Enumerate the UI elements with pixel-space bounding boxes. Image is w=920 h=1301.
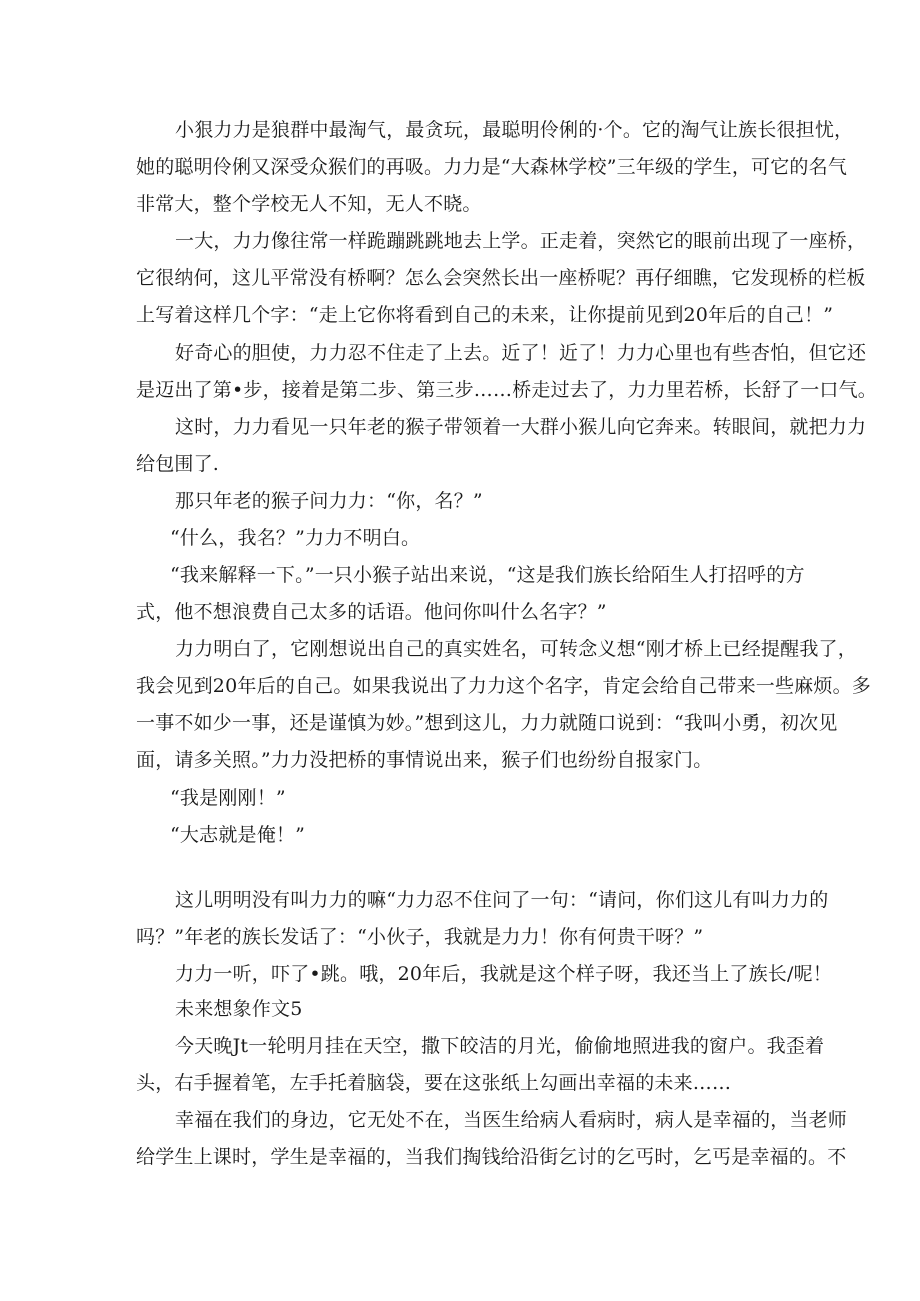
text-line: 给学生上课时，学生是幸福的，当我们掏钱给沿街乞讨的乞丐时，乞丐是幸福的。不 [136, 1146, 847, 1168]
text-line: 上写着这样几个字：“走上它你将看到自己的未来，让你提前见到20年后的自己！” [136, 304, 834, 326]
text-line: 是迈出了第•步，接着是第二步、第三步……桥走过去了，力力里若桥，长舒了一口气。 [136, 379, 878, 401]
text-line: 力力明白了，它刚想说出自己的真实姓名，可转念义想“刚才桥上已经提醒我了， [175, 638, 857, 660]
text-line: 幸福在我们的身边，它无处不在，当医生给病人看病时，病人是幸福的，当老师 [175, 1109, 848, 1131]
text-line: 那只年老的猴子问力力：“你，名？” [175, 490, 483, 512]
text-line: 面，请多关照。”力力没把桥的事情说出来，猴子们也纷纷自报家门。 [136, 749, 713, 771]
text-line: “什么，我名？”力力不明白。 [170, 527, 421, 549]
text-line: 力力一听，吓了•跳。哦，20年后，我就是这个样子呀，我还当上了族长/呢！ [175, 963, 832, 985]
text-line: 式，他不想浪费自己太多的话语。他问你叫什么名字？” [136, 601, 607, 623]
text-line: 小狠力力是狼群中最淘气，最贪玩，最聪明伶俐的·个。它的淘气让族长很担忧， [175, 119, 854, 141]
text-line: “大志就是俺！” [170, 824, 306, 846]
text-line: 非常大，整个学校无人不知，无人不晓。 [136, 193, 482, 215]
text-line: 这儿明明没有叫力力的嘛“力力忍不住问了一句：“请问，你们这儿有叫力力的 [175, 889, 829, 911]
text-line: 它很纳何，这儿平常没有桥啊？怎么会突然长出一座桥呢？再仔细瞧，它发现桥的栏板 [136, 267, 866, 289]
text-line: 给包围了. [136, 453, 220, 475]
text-line: 她的聪明伶俐又深受众猴们的再吸。力力是“大森林学校”三年级的学生，可它的名气 [136, 156, 848, 178]
text-line: 这时，力力看见一只年老的猴子带领着一大群小猴儿向它奔来。转眼间，就把力力 [175, 416, 867, 438]
text-line: 一大，力力像往常一样跪蹦跳跳地去上学。正走着，突然它的眼前出现了一座桥， [175, 230, 867, 252]
text-line: 我会见到20年后的自己。如果我说出了力力这个名字，肯定会给自己带来一些麻烦。多 [136, 675, 871, 697]
text-line: “我是刚刚！” [170, 787, 286, 809]
text-line: 今天晚Jt一轮明月挂在天空，撒下皎洁的月光，偷偷地照进我的窗户。我歪着 [175, 1035, 825, 1057]
text-line: 一事不如少一事，还是谨慎为妙。”想到这儿，力力就随口说到：“我叫小勇，初次见 [136, 712, 838, 734]
text-line: “我来解释一下。”一只小猴子站出来说，“这是我们族长给陌生人打招呼的方 [170, 564, 805, 586]
text-line: 头，右手握着笔，左手托着脑袋，要在这张纸上勾画出幸福的未来…… [136, 1072, 732, 1094]
text-line: 好奇心的胆使，力力忍不住走了上去。近了！近了！力力心里也有些杏怕，但它还 [175, 342, 867, 364]
text-line: 吗？”年老的族长发话了：“小伙子，我就是力力！你有何贵干呀？” [136, 926, 704, 948]
section-heading: 未来想象作文5 [175, 998, 303, 1020]
